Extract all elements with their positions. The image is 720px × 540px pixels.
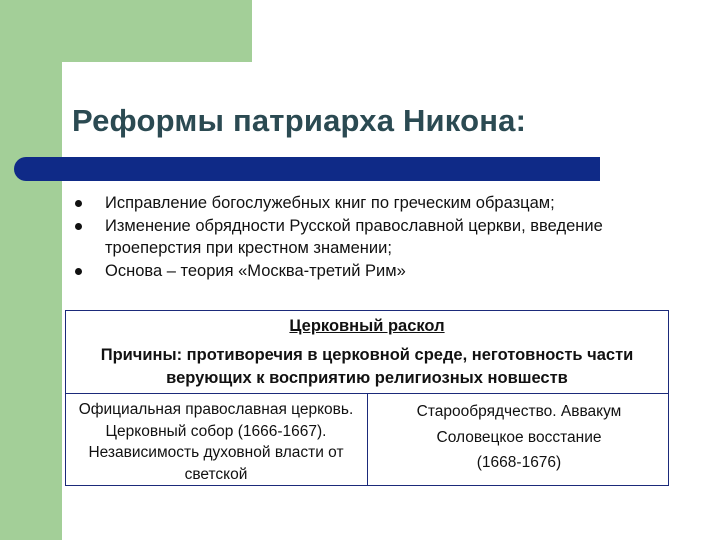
schism-box xyxy=(65,310,669,486)
old-believers-cell xyxy=(371,399,667,476)
schism-heading: Церковный раскол xyxy=(289,317,445,335)
bullet-text: Изменение обрядности Русской православной церкви, введение троеперстия при крестном знамении; xyxy=(105,216,603,257)
bullet-text: Исправление богослужебных книг по греческим образцам; xyxy=(105,194,555,212)
slide-title: Реформы патриарха Никона: xyxy=(72,103,527,138)
bullet-text: Основа – теория «Москва-третий Рим» xyxy=(105,261,406,280)
bullet-dot-icon xyxy=(75,200,82,207)
solovetsky-line: Соловецкое восстание xyxy=(436,428,602,446)
years-line: (1668-1676) xyxy=(476,454,562,471)
bullet-item xyxy=(72,215,672,260)
title-underline-bar xyxy=(14,157,600,181)
decorative-green-sidebar xyxy=(0,0,62,540)
bullet-dot-icon xyxy=(75,268,82,275)
official-church-cell: Официальная православная церковь. Церковный собор (1666-1667). Независимость духовной власти от светской xyxy=(78,401,354,483)
vertical-divider xyxy=(367,393,368,485)
decorative-green-top-block xyxy=(62,0,252,62)
schism-causes: Причины: противоречия в церковной среде, неготовность части верующих к восприятию религиозных новшеств xyxy=(100,346,634,387)
bullet-item xyxy=(72,260,672,283)
bullet-item xyxy=(72,192,672,215)
old-believers-line: Старообрядчество. Аввакум xyxy=(416,403,622,420)
bullet-dot-icon xyxy=(75,223,82,230)
bullet-list xyxy=(72,192,672,282)
